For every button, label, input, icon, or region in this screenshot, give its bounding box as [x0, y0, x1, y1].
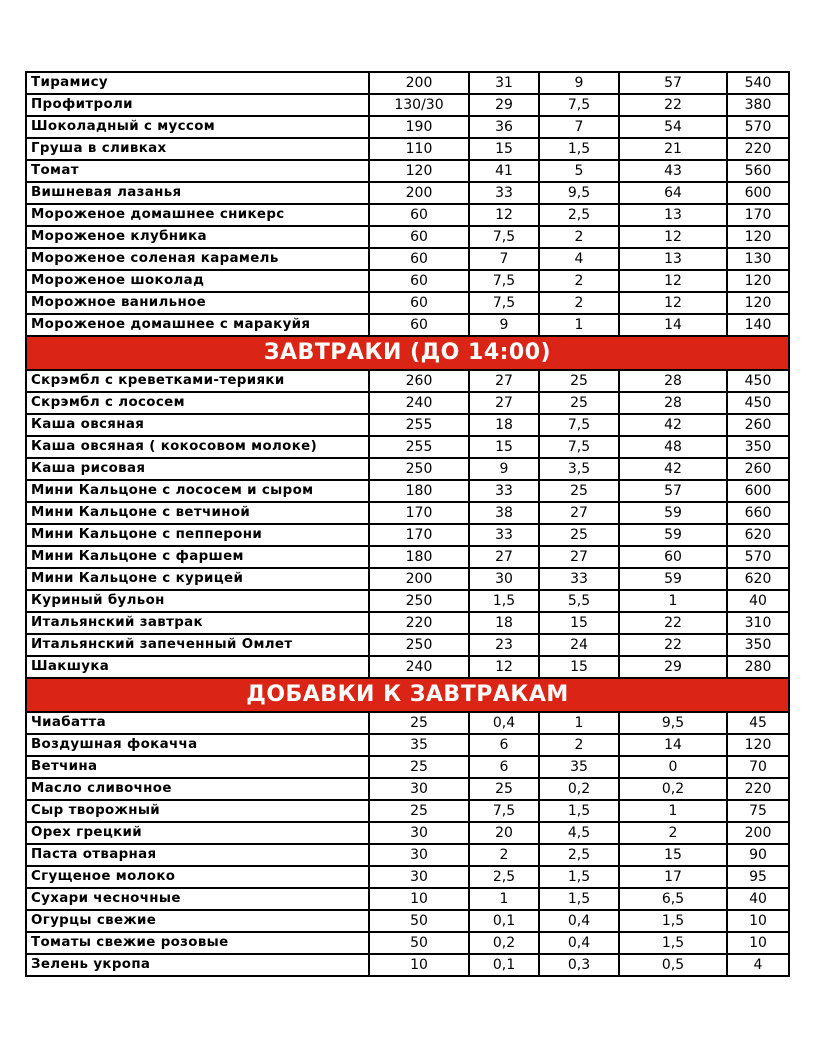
carbs-cell: 1 — [619, 800, 727, 822]
table-row — [26, 226, 789, 248]
weight-cell: 180 — [369, 546, 469, 568]
table-row — [26, 822, 789, 844]
protein-cell: 30 — [469, 568, 539, 590]
section-header-row — [26, 336, 789, 370]
weight-cell: 50 — [369, 932, 469, 954]
weight-cell: 50 — [369, 910, 469, 932]
carbs-cell: 54 — [619, 116, 727, 138]
fat-cell: 7,5 — [539, 436, 619, 458]
carbs-cell: 42 — [619, 414, 727, 436]
table-row — [26, 292, 789, 314]
fat-cell: 2 — [539, 292, 619, 314]
weight-cell: 170 — [369, 502, 469, 524]
kcal-cell: 380 — [727, 94, 789, 116]
kcal-cell: 120 — [727, 292, 789, 314]
weight-cell: 60 — [369, 248, 469, 270]
fat-cell: 24 — [539, 634, 619, 656]
carbs-cell: 14 — [619, 734, 727, 756]
dish-name-cell: Скрэмбл с лососем — [26, 392, 369, 414]
weight-cell: 250 — [369, 590, 469, 612]
table-row — [26, 436, 789, 458]
fat-cell: 33 — [539, 568, 619, 590]
carbs-cell: 0,2 — [619, 778, 727, 800]
dish-name-cell: Скрэмбл с креветками-терияки — [26, 370, 369, 392]
carbs-cell: 60 — [619, 546, 727, 568]
dish-name-cell: Мороженое клубника — [26, 226, 369, 248]
protein-cell: 7,5 — [469, 800, 539, 822]
kcal-cell: 130 — [727, 248, 789, 270]
table-row — [26, 370, 789, 392]
dish-name-cell: Шоколадный с муссом — [26, 116, 369, 138]
carbs-cell: 28 — [619, 392, 727, 414]
table-row — [26, 392, 789, 414]
protein-cell: 27 — [469, 546, 539, 568]
weight-cell: 250 — [369, 634, 469, 656]
dish-name-cell: Вишневая лазанья — [26, 182, 369, 204]
kcal-cell: 95 — [727, 866, 789, 888]
table-row — [26, 204, 789, 226]
carbs-cell: 57 — [619, 480, 727, 502]
carbs-cell: 57 — [619, 72, 727, 94]
table-row — [26, 910, 789, 932]
table-row — [26, 844, 789, 866]
kcal-cell: 4 — [727, 954, 789, 976]
carbs-cell: 12 — [619, 292, 727, 314]
carbs-cell: 43 — [619, 160, 727, 182]
kcal-cell: 260 — [727, 414, 789, 436]
dish-name-cell: Сыр творожный — [26, 800, 369, 822]
dish-name-cell: Мороженое шоколад — [26, 270, 369, 292]
fat-cell: 5,5 — [539, 590, 619, 612]
kcal-cell: 660 — [727, 502, 789, 524]
protein-cell: 38 — [469, 502, 539, 524]
dish-name-cell: Мороженое домашнее сникерс — [26, 204, 369, 226]
kcal-cell: 200 — [727, 822, 789, 844]
fat-cell: 35 — [539, 756, 619, 778]
table-row — [26, 932, 789, 954]
fat-cell: 4,5 — [539, 822, 619, 844]
dish-name-cell: Воздушная фокачча — [26, 734, 369, 756]
dish-name-cell: Мини Кальцоне с лососем и сыром — [26, 480, 369, 502]
protein-cell: 33 — [469, 182, 539, 204]
table-row — [26, 72, 789, 94]
table-row — [26, 546, 789, 568]
carbs-cell: 1 — [619, 590, 727, 612]
weight-cell: 30 — [369, 844, 469, 866]
table-row — [26, 778, 789, 800]
fat-cell: 2,5 — [539, 844, 619, 866]
carbs-cell: 29 — [619, 656, 727, 678]
protein-cell: 41 — [469, 160, 539, 182]
table-row — [26, 182, 789, 204]
weight-cell: 250 — [369, 458, 469, 480]
protein-cell: 23 — [469, 634, 539, 656]
protein-cell: 18 — [469, 612, 539, 634]
protein-cell: 6 — [469, 756, 539, 778]
fat-cell: 9 — [539, 72, 619, 94]
table-row — [26, 866, 789, 888]
protein-cell: 15 — [469, 138, 539, 160]
protein-cell: 1,5 — [469, 590, 539, 612]
kcal-cell: 600 — [727, 480, 789, 502]
carbs-cell: 42 — [619, 458, 727, 480]
carbs-cell: 22 — [619, 94, 727, 116]
table-row — [26, 270, 789, 292]
fat-cell: 1 — [539, 314, 619, 336]
dish-name-cell: Каша рисовая — [26, 458, 369, 480]
fat-cell: 7,5 — [539, 414, 619, 436]
weight-cell: 60 — [369, 314, 469, 336]
carbs-cell: 1,5 — [619, 910, 727, 932]
protein-cell: 7,5 — [469, 292, 539, 314]
carbs-cell: 22 — [619, 634, 727, 656]
protein-cell: 33 — [469, 480, 539, 502]
carbs-cell: 9,5 — [619, 712, 727, 734]
kcal-cell: 75 — [727, 800, 789, 822]
kcal-cell: 570 — [727, 546, 789, 568]
kcal-cell: 220 — [727, 138, 789, 160]
weight-cell: 200 — [369, 182, 469, 204]
kcal-cell: 450 — [727, 370, 789, 392]
dish-name-cell: Ветчина — [26, 756, 369, 778]
carbs-cell: 15 — [619, 844, 727, 866]
dish-name-cell: Зелень укропа — [26, 954, 369, 976]
fat-cell: 5 — [539, 160, 619, 182]
kcal-cell: 620 — [727, 568, 789, 590]
fat-cell: 27 — [539, 502, 619, 524]
protein-cell: 0,1 — [469, 954, 539, 976]
weight-cell: 25 — [369, 756, 469, 778]
fat-cell: 25 — [539, 524, 619, 546]
fat-cell: 1 — [539, 712, 619, 734]
kcal-cell: 570 — [727, 116, 789, 138]
weight-cell: 30 — [369, 822, 469, 844]
kcal-cell: 350 — [727, 634, 789, 656]
carbs-cell: 64 — [619, 182, 727, 204]
weight-cell: 25 — [369, 712, 469, 734]
carbs-cell: 22 — [619, 612, 727, 634]
fat-cell: 7,5 — [539, 94, 619, 116]
weight-cell: 220 — [369, 612, 469, 634]
dish-name-cell: Каша овсяная ( кокосовом молоке) — [26, 436, 369, 458]
protein-cell: 2,5 — [469, 866, 539, 888]
table-row — [26, 248, 789, 270]
kcal-cell: 120 — [727, 270, 789, 292]
dish-name-cell: Итальянский запеченный Омлет — [26, 634, 369, 656]
weight-cell: 10 — [369, 888, 469, 910]
fat-cell: 2 — [539, 270, 619, 292]
table-body — [26, 72, 789, 976]
table-row — [26, 480, 789, 502]
dish-name-cell: Паста отварная — [26, 844, 369, 866]
weight-cell: 30 — [369, 866, 469, 888]
weight-cell: 10 — [369, 954, 469, 976]
fat-cell: 0,4 — [539, 932, 619, 954]
table-row — [26, 634, 789, 656]
weight-cell: 255 — [369, 414, 469, 436]
dish-name-cell: Мороженое соленая карамель — [26, 248, 369, 270]
dish-name-cell: Шакшука — [26, 656, 369, 678]
kcal-cell: 10 — [727, 932, 789, 954]
fat-cell: 15 — [539, 656, 619, 678]
dish-name-cell: Мини Кальцоне с фаршем — [26, 546, 369, 568]
table-row — [26, 656, 789, 678]
dish-name-cell: Томат — [26, 160, 369, 182]
table-row — [26, 612, 789, 634]
protein-cell: 7,5 — [469, 270, 539, 292]
weight-cell: 260 — [369, 370, 469, 392]
carbs-cell: 59 — [619, 524, 727, 546]
kcal-cell: 350 — [727, 436, 789, 458]
protein-cell: 0,1 — [469, 910, 539, 932]
kcal-cell: 560 — [727, 160, 789, 182]
protein-cell: 27 — [469, 392, 539, 414]
table-row — [26, 734, 789, 756]
protein-cell: 18 — [469, 414, 539, 436]
dish-name-cell: Мороженое домашнее с маракуйя — [26, 314, 369, 336]
protein-cell: 7,5 — [469, 226, 539, 248]
weight-cell: 60 — [369, 270, 469, 292]
weight-cell: 60 — [369, 226, 469, 248]
dish-name-cell: Огурцы свежие — [26, 910, 369, 932]
dish-name-cell: Чиабатта — [26, 712, 369, 734]
protein-cell: 0,4 — [469, 712, 539, 734]
carbs-cell: 12 — [619, 270, 727, 292]
kcal-cell: 620 — [727, 524, 789, 546]
fat-cell: 2,5 — [539, 204, 619, 226]
protein-cell: 2 — [469, 844, 539, 866]
protein-cell: 0,2 — [469, 932, 539, 954]
fat-cell: 0,3 — [539, 954, 619, 976]
dish-name-cell: Масло сливочное — [26, 778, 369, 800]
protein-cell: 6 — [469, 734, 539, 756]
protein-cell: 9 — [469, 314, 539, 336]
fat-cell: 25 — [539, 392, 619, 414]
protein-cell: 15 — [469, 436, 539, 458]
weight-cell: 255 — [369, 436, 469, 458]
kcal-cell: 90 — [727, 844, 789, 866]
table-row — [26, 160, 789, 182]
weight-cell: 35 — [369, 734, 469, 756]
section-header-row — [26, 678, 789, 712]
dish-name-cell: Итальянский завтрак — [26, 612, 369, 634]
protein-cell: 25 — [469, 778, 539, 800]
carbs-cell: 14 — [619, 314, 727, 336]
kcal-cell: 120 — [727, 226, 789, 248]
table-row — [26, 954, 789, 976]
table-row — [26, 414, 789, 436]
table-row — [26, 800, 789, 822]
kcal-cell: 170 — [727, 204, 789, 226]
protein-cell: 20 — [469, 822, 539, 844]
dish-name-cell: Томаты свежие розовые — [26, 932, 369, 954]
table-row — [26, 524, 789, 546]
carbs-cell: 17 — [619, 866, 727, 888]
fat-cell: 1,5 — [539, 800, 619, 822]
fat-cell: 0,2 — [539, 778, 619, 800]
kcal-cell: 310 — [727, 612, 789, 634]
carbs-cell: 2 — [619, 822, 727, 844]
kcal-cell: 45 — [727, 712, 789, 734]
kcal-cell: 540 — [727, 72, 789, 94]
table-row — [26, 568, 789, 590]
table-row — [26, 116, 789, 138]
protein-cell: 36 — [469, 116, 539, 138]
protein-cell: 29 — [469, 94, 539, 116]
kcal-cell: 40 — [727, 888, 789, 910]
weight-cell: 240 — [369, 392, 469, 414]
carbs-cell: 21 — [619, 138, 727, 160]
kcal-cell: 220 — [727, 778, 789, 800]
weight-cell: 190 — [369, 116, 469, 138]
protein-cell: 33 — [469, 524, 539, 546]
fat-cell: 27 — [539, 546, 619, 568]
weight-cell: 25 — [369, 800, 469, 822]
carbs-cell: 1,5 — [619, 932, 727, 954]
fat-cell: 9,5 — [539, 182, 619, 204]
table-row — [26, 502, 789, 524]
dish-name-cell: Орех грецкий — [26, 822, 369, 844]
protein-cell: 7 — [469, 248, 539, 270]
dish-name-cell: Морожное ванильное — [26, 292, 369, 314]
protein-cell: 31 — [469, 72, 539, 94]
dish-name-cell: Сухари чесночные — [26, 888, 369, 910]
fat-cell: 1,5 — [539, 888, 619, 910]
weight-cell: 170 — [369, 524, 469, 546]
kcal-cell: 10 — [727, 910, 789, 932]
carbs-cell: 48 — [619, 436, 727, 458]
kcal-cell: 280 — [727, 656, 789, 678]
dish-name-cell: Тирамису — [26, 72, 369, 94]
carbs-cell: 13 — [619, 204, 727, 226]
protein-cell: 12 — [469, 656, 539, 678]
weight-cell: 240 — [369, 656, 469, 678]
carbs-cell: 28 — [619, 370, 727, 392]
table-row — [26, 888, 789, 910]
carbs-cell: 59 — [619, 502, 727, 524]
dish-name-cell: Мини Кальцоне с пепперони — [26, 524, 369, 546]
fat-cell: 1,5 — [539, 138, 619, 160]
fat-cell: 3,5 — [539, 458, 619, 480]
dish-name-cell: Сгущеное молоко — [26, 866, 369, 888]
dish-name-cell: Куриный бульон — [26, 590, 369, 612]
weight-cell: 110 — [369, 138, 469, 160]
fat-cell: 2 — [539, 226, 619, 248]
carbs-cell: 6,5 — [619, 888, 727, 910]
fat-cell: 2 — [539, 734, 619, 756]
kcal-cell: 450 — [727, 392, 789, 414]
table-row — [26, 458, 789, 480]
protein-cell: 9 — [469, 458, 539, 480]
kcal-cell: 40 — [727, 590, 789, 612]
protein-cell: 27 — [469, 370, 539, 392]
fat-cell: 7 — [539, 116, 619, 138]
fat-cell: 1,5 — [539, 866, 619, 888]
kcal-cell: 600 — [727, 182, 789, 204]
carbs-cell: 0,5 — [619, 954, 727, 976]
dish-name-cell: Мини Кальцоне с курицей — [26, 568, 369, 590]
nutrition-sheet — [25, 71, 788, 977]
section-title: ЗАВТРАКИ (ДО 14:00) — [26, 336, 789, 370]
weight-cell: 60 — [369, 292, 469, 314]
fat-cell: 0,4 — [539, 910, 619, 932]
weight-cell: 60 — [369, 204, 469, 226]
table-row — [26, 756, 789, 778]
carbs-cell: 59 — [619, 568, 727, 590]
kcal-cell: 140 — [727, 314, 789, 336]
weight-cell: 30 — [369, 778, 469, 800]
protein-cell: 12 — [469, 204, 539, 226]
fat-cell: 25 — [539, 370, 619, 392]
dish-name-cell: Каша овсяная — [26, 414, 369, 436]
kcal-cell: 120 — [727, 734, 789, 756]
dish-name-cell: Груша в сливках — [26, 138, 369, 160]
table-row — [26, 138, 789, 160]
dish-name-cell: Мини Кальцоне с ветчиной — [26, 502, 369, 524]
carbs-cell: 13 — [619, 248, 727, 270]
fat-cell: 15 — [539, 612, 619, 634]
weight-cell: 200 — [369, 72, 469, 94]
fat-cell: 4 — [539, 248, 619, 270]
fat-cell: 25 — [539, 480, 619, 502]
section-title: ДОБАВКИ К ЗАВТРАКАМ — [26, 678, 789, 712]
table-row — [26, 712, 789, 734]
kcal-cell: 70 — [727, 756, 789, 778]
protein-cell: 1 — [469, 888, 539, 910]
table-row — [26, 94, 789, 116]
table-row — [26, 314, 789, 336]
kcal-cell: 260 — [727, 458, 789, 480]
weight-cell: 130/30 — [369, 94, 469, 116]
nutrition-table — [25, 71, 790, 977]
table-row — [26, 590, 789, 612]
weight-cell: 120 — [369, 160, 469, 182]
carbs-cell: 0 — [619, 756, 727, 778]
dish-name-cell: Профитроли — [26, 94, 369, 116]
weight-cell: 180 — [369, 480, 469, 502]
carbs-cell: 12 — [619, 226, 727, 248]
weight-cell: 200 — [369, 568, 469, 590]
